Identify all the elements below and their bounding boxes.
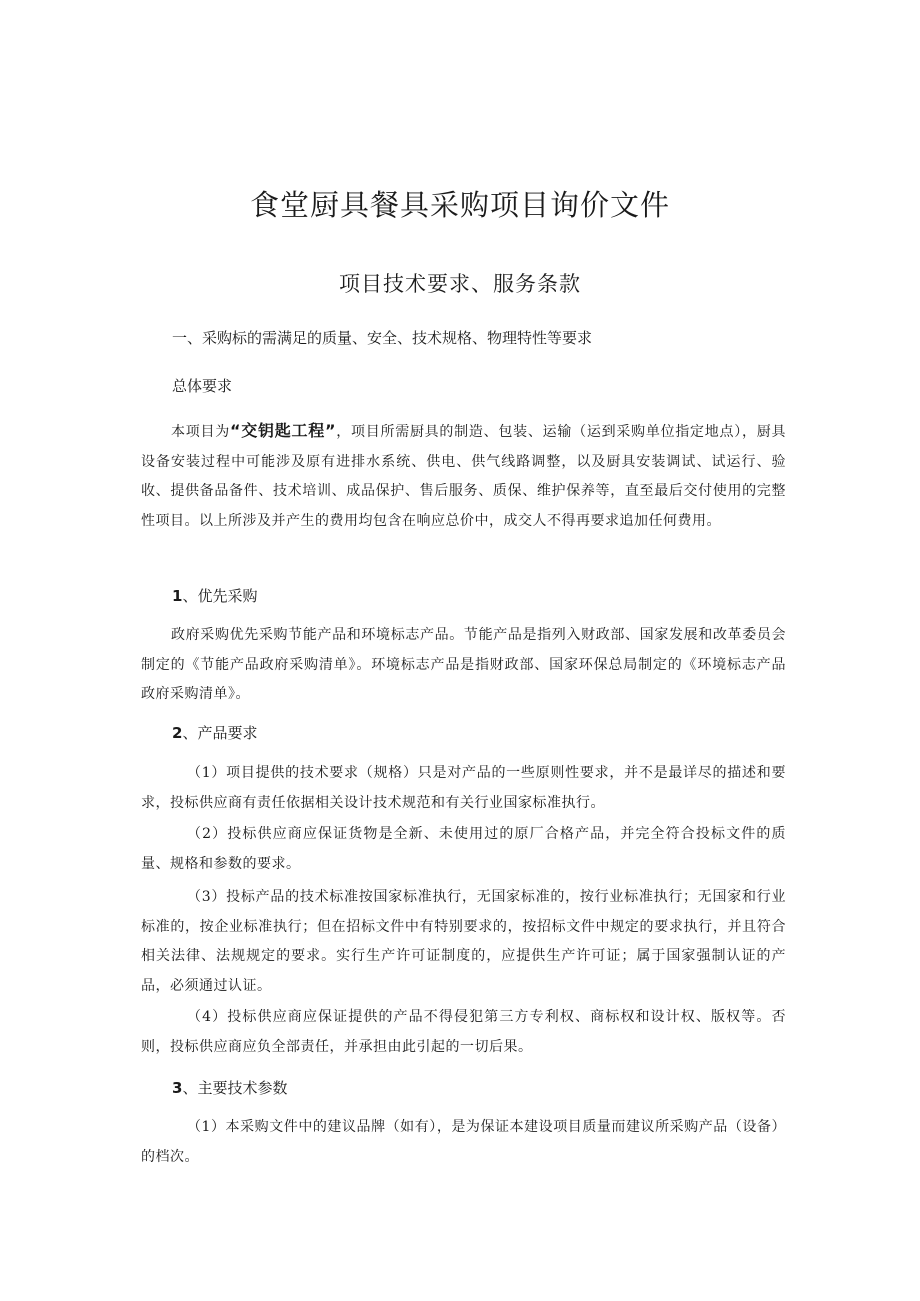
section-1-number: 1 bbox=[172, 587, 183, 605]
section-heading: 一、采购标的需满足的质量、安全、技术规格、物理特性等要求 bbox=[172, 329, 593, 347]
section-2-heading bbox=[172, 722, 257, 743]
section-1-label: 、优先采购 bbox=[182, 587, 258, 605]
document-title: 食堂厨具餐具采购项目询价文件 bbox=[249, 188, 670, 222]
section-2-number: 2 bbox=[172, 724, 183, 742]
section-2-item-4: （4）投标供应商应保证提供的产品不得侵犯第三方专利权、商标权和设计权、版权等。否则，投标供应商应负全部责任，并承担由此引起的一切后果。 bbox=[141, 1009, 786, 1055]
general-para-suffix: ，项目所需厨具的制造、包装、运输（运到采购单位指定地点），厨具设备安装过程中可能涉及原有进排水系统、供电、供气线路调整，以及厨具安装调试、试运行、验收、提供备品备件、技术培训、成品保护、售后服务、质保、维护保养等，直至最后交付使用的完整性项目。以上所涉及并产生的费用均包含在响应总价中，成交人不得再要求追加任何费用。 bbox=[141, 424, 787, 529]
section-2-item-1: （1）项目提供的技术要求（规格）只是对产品的一些原则性要求，并不是最详尽的描述和要求，投标供应商有责任依据相关设计技术规范和有关行业国家标准执行。 bbox=[141, 765, 786, 811]
document-subtitle: 项目技术要求、服务条款 bbox=[339, 272, 581, 296]
section-2-item-2: （2）投标供应商应保证货物是全新、未使用过的原厂合格产品，并完全符合投标文件的质量、规格和参数的要求。 bbox=[141, 826, 786, 872]
section-3-number: 3 bbox=[172, 1079, 183, 1097]
turnkey-highlight: “交钥匙工程” bbox=[229, 421, 336, 440]
section-2-item-3: （3）投标产品的技术标准按国家标准执行，无国家标准的，按行业标准执行；无国家和行业标准的，按企业标准执行；但在招标文件中有特别要求的，按招标文件中规定的要求执行，并且符合相关法律、法规规定的要求。实行生产许可证制度的，应提供生产许可证；属于国家强制认证的产品，必须通过认证。 bbox=[141, 889, 786, 994]
section-3-item-1: （1）本采购文件中的建议品牌（如有），是为保证本建设项目质量而建议所采购产品（设备）的档次。 bbox=[141, 1119, 786, 1165]
general-requirements-heading: 总体要求 bbox=[172, 377, 233, 395]
section-3-heading bbox=[172, 1077, 287, 1098]
section-1-paragraph: 政府采购优先采购节能产品和环境标志产品。节能产品是指列入财政部、国家发展和改革委员会制定的《节能产品政府采购清单》。环境标志产品是指财政部、国家环保总局制定的《环境标志产品政府采购清单》。 bbox=[141, 627, 786, 702]
section-2-label: 、产品要求 bbox=[182, 724, 258, 742]
general-requirements-paragraph bbox=[141, 416, 786, 536]
section-1-heading bbox=[172, 585, 257, 606]
section-3-label: 、主要技术参数 bbox=[182, 1079, 288, 1097]
general-para-prefix: 本项目为 bbox=[171, 424, 230, 440]
